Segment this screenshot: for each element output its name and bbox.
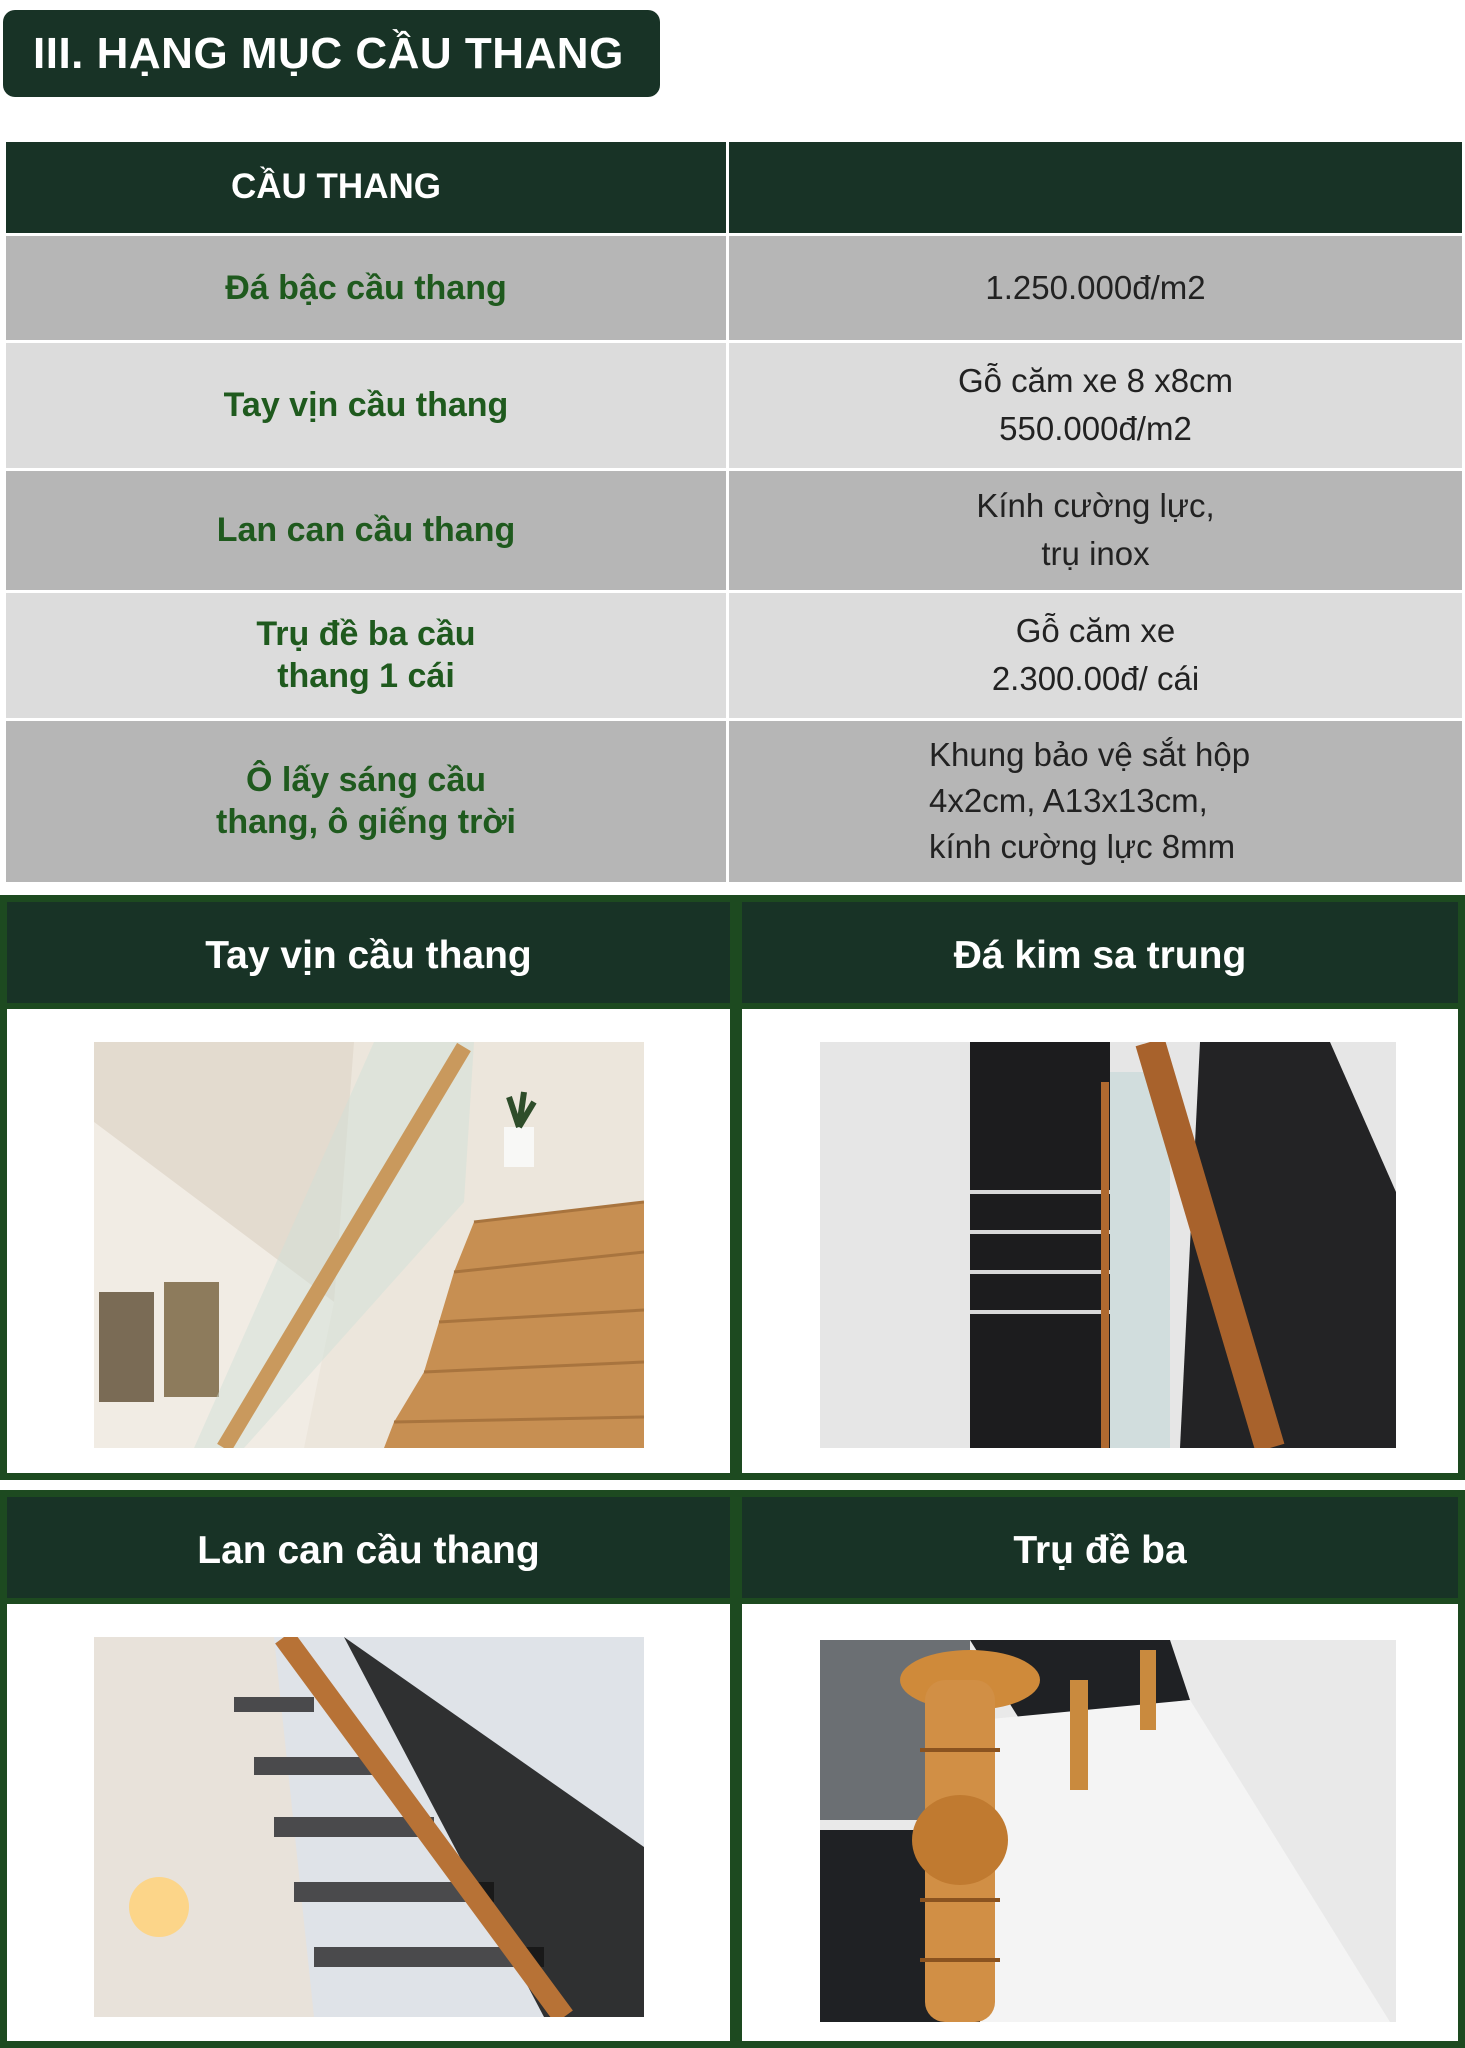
value-line: 4x2cm, A13x13cm, [929,782,1208,819]
table-row [5,719,1464,883]
value-cell [728,234,1464,341]
value-line: 2.300.00đ/ cái [991,660,1200,697]
table-row [5,469,1464,591]
header-cell: CẦU THANG [5,142,728,234]
gallery-card [0,895,737,1480]
item-cell: Đá bậc cầu thang [5,234,728,341]
item-line: Ô lấy sáng cầu [246,761,486,799]
value-line: trụ inox [1041,535,1150,572]
value-cell [728,591,1464,719]
newel-post-photo [820,1640,1396,2022]
gallery-card-title: Trụ đề ba [742,1497,1458,1604]
item-line: thang 1 cái [277,657,455,695]
value-line: Kính cường lực, [976,487,1215,524]
item-cell: Tay vịn cầu thang [5,341,728,469]
value-line: 1.250.000đ/m2 [985,268,1206,306]
value-line: kính cường lực 8mm [929,828,1236,865]
table-row [5,234,1464,341]
value-line: Gỗ căm xe [1015,612,1176,649]
value-cell [728,719,1464,883]
item-cell [5,591,728,719]
item-cell: Lan can cầu thang [5,469,728,591]
value-line: 550.000đ/m2 [999,410,1192,447]
gallery-card-title: Tay vịn cầu thang [7,902,730,1009]
value-line: Gỗ căm xe 8 x8cm [957,362,1234,399]
table-row [5,341,1464,469]
value-cell [728,469,1464,591]
gallery-card-title: Đá kim sa trung [742,902,1458,1009]
item-line: Trụ đề ba cầu [256,615,476,653]
stair-price-table [3,142,1465,885]
gallery-card [735,1490,1465,2048]
table-row [5,591,1464,719]
gallery-card-title: Lan can cầu thang [7,1497,730,1604]
value-line: Khung bảo vệ sắt hộp [929,736,1251,773]
wooden-handrail-photo [94,1042,644,1448]
glass-railing-photo [94,1637,644,2017]
section-title: III. HẠNG MỤC CẦU THANG [3,10,660,97]
item-line: thang, ô giếng trời [216,803,516,841]
gallery-card [735,895,1465,1480]
table-header [5,142,1464,234]
gallery-card [0,1490,737,2048]
header-cell [728,142,1464,234]
value-cell [728,341,1464,469]
item-cell [5,719,728,883]
black-granite-stairs-photo [820,1042,1396,1448]
